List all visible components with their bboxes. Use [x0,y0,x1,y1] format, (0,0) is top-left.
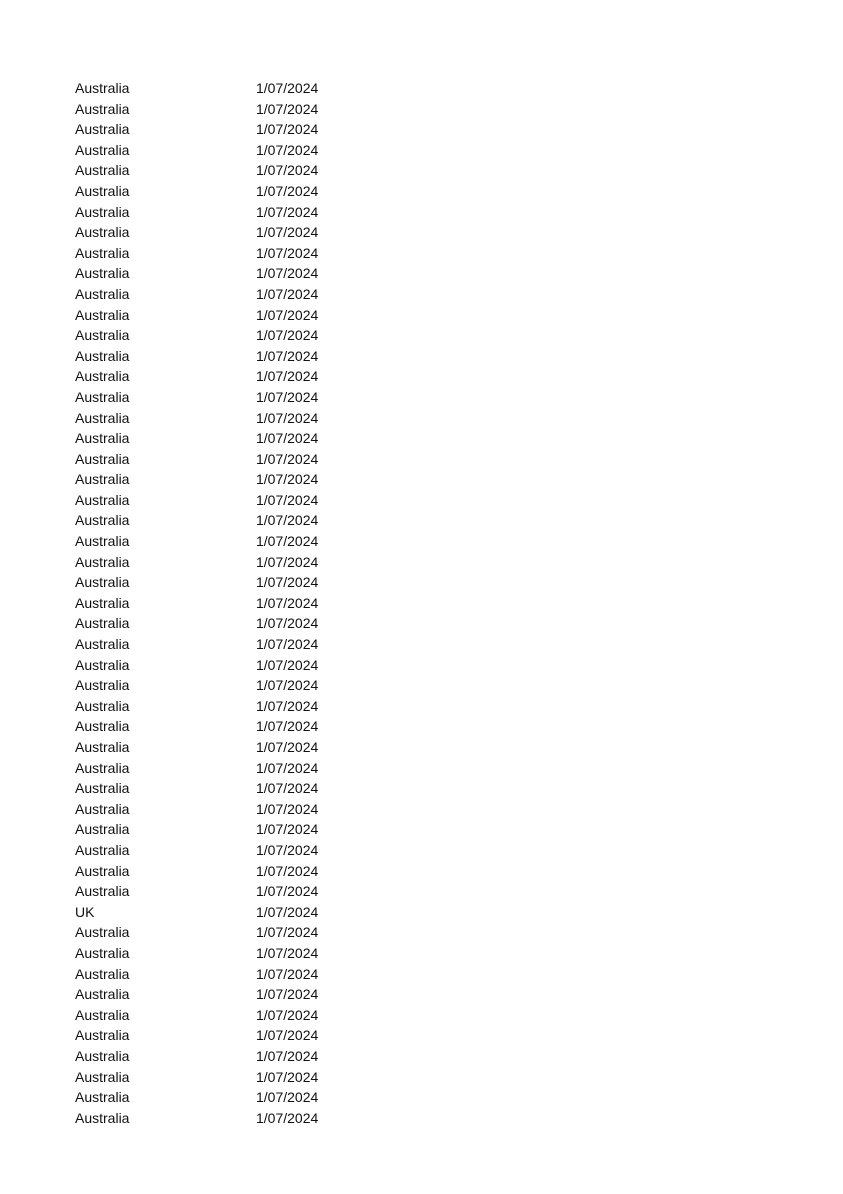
table-row [0,778,843,799]
table-row [0,119,843,140]
country-cell: Australia [75,553,130,570]
date-cell: 1/07/2024 [256,388,319,405]
country-cell: Australia [75,1109,130,1126]
country-cell: Australia [75,615,130,632]
country-cell: Australia [75,80,130,96]
date-cell: 1/07/2024 [256,430,319,447]
date-cell: 1/07/2024 [256,965,319,982]
table-row [0,469,843,490]
country-cell: Australia [75,780,130,797]
country-cell: Australia [75,1047,130,1064]
country-cell: Australia [75,121,130,138]
table-row [0,902,843,923]
country-cell: Australia [75,450,130,467]
country-cell: Australia [75,388,130,405]
country-cell: Australia [75,1089,130,1106]
table-row [0,758,843,779]
country-cell: Australia [75,203,130,220]
date-cell: 1/07/2024 [256,656,319,673]
table-row [0,881,843,902]
table-row [0,305,843,326]
date-cell: 1/07/2024 [256,162,319,179]
spreadsheet-table [0,78,843,1128]
table-row [0,99,843,120]
date-cell: 1/07/2024 [256,574,319,591]
table-row [0,943,843,964]
country-cell: Australia [75,1027,130,1044]
table-row [0,325,843,346]
date-cell: 1/07/2024 [256,368,319,385]
country-cell: Australia [75,862,130,879]
table-row [0,593,843,614]
country-cell: Australia [75,285,130,302]
table-row [0,510,843,531]
date-cell: 1/07/2024 [256,780,319,797]
date-cell: 1/07/2024 [256,594,319,611]
table-row [0,1046,843,1067]
date-cell: 1/07/2024 [256,759,319,776]
date-cell: 1/07/2024 [256,718,319,735]
date-cell: 1/07/2024 [256,265,319,282]
date-cell: 1/07/2024 [256,862,319,879]
country-cell: Australia [75,636,130,653]
table-row [0,613,843,634]
table-row [0,799,843,820]
date-cell: 1/07/2024 [256,80,319,96]
table-row [0,984,843,1005]
country-cell: Australia [75,739,130,755]
country-cell: Australia [75,1006,130,1023]
date-cell: 1/07/2024 [256,450,319,467]
date-cell: 1/07/2024 [256,244,319,261]
date-cell: 1/07/2024 [256,203,319,220]
country-cell: Australia [75,965,130,982]
country-cell: Australia [75,141,130,158]
country-cell: Australia [75,656,130,673]
date-cell: 1/07/2024 [256,1109,319,1126]
table-row [0,922,843,943]
table-row [0,222,843,243]
table-row [0,572,843,593]
country-cell: Australia [75,409,130,426]
country-cell: Australia [75,759,130,776]
date-cell: 1/07/2024 [256,944,319,961]
date-cell: 1/07/2024 [256,491,319,508]
table-row [0,243,843,264]
date-cell: 1/07/2024 [256,615,319,632]
table-row [0,263,843,284]
date-cell: 1/07/2024 [256,841,319,858]
table-row [0,840,843,861]
table-row [0,428,843,449]
table-row [0,284,843,305]
table-row [0,366,843,387]
date-cell: 1/07/2024 [256,409,319,426]
date-cell: 1/07/2024 [256,1089,319,1106]
date-cell: 1/07/2024 [256,285,319,302]
country-cell: Australia [75,182,130,199]
table-row [0,490,843,511]
country-cell: Australia [75,1068,130,1085]
table-row [0,202,843,223]
date-cell: 1/07/2024 [256,986,319,1003]
country-cell: Australia [75,533,130,550]
date-cell: 1/07/2024 [256,327,319,344]
country-cell: Australia [75,574,130,591]
table-row [0,1005,843,1026]
table-row [0,675,843,696]
table-row [0,1025,843,1046]
table-row [0,140,843,161]
table-row [0,449,843,470]
date-cell: 1/07/2024 [256,100,319,117]
table-row [0,1108,843,1129]
country-cell: Australia [75,327,130,344]
table-row [0,160,843,181]
country-cell: Australia [75,697,130,714]
table-row [0,819,843,840]
table-row [0,861,843,882]
table-row [0,387,843,408]
date-cell: 1/07/2024 [256,533,319,550]
table-row [0,655,843,676]
date-cell: 1/07/2024 [256,1047,319,1064]
table-row [0,181,843,202]
country-cell: Australia [75,677,130,694]
date-cell: 1/07/2024 [256,1006,319,1023]
date-cell: 1/07/2024 [256,347,319,364]
country-cell: UK [75,903,95,920]
country-cell: Australia [75,244,130,261]
date-cell: 1/07/2024 [256,677,319,694]
table-row [0,1087,843,1108]
country-cell: Australia [75,883,130,900]
country-cell: Australia [75,821,130,838]
date-cell: 1/07/2024 [256,121,319,138]
table-row [0,531,843,552]
table-row [0,346,843,367]
date-cell: 1/07/2024 [256,1068,319,1085]
date-cell: 1/07/2024 [256,903,319,920]
table-row [0,696,843,717]
date-cell: 1/07/2024 [256,883,319,900]
date-cell: 1/07/2024 [256,739,319,755]
date-cell: 1/07/2024 [256,306,319,323]
table-row [0,634,843,655]
country-cell: Australia [75,306,130,323]
table-row [0,1067,843,1088]
table-row [0,78,843,99]
country-cell: Australia [75,162,130,179]
date-cell: 1/07/2024 [256,697,319,714]
country-cell: Australia [75,512,130,529]
country-cell: Australia [75,368,130,385]
country-cell: Australia [75,800,130,817]
country-cell: Australia [75,924,130,941]
country-cell: Australia [75,718,130,735]
date-cell: 1/07/2024 [256,224,319,241]
date-cell: 1/07/2024 [256,924,319,941]
country-cell: Australia [75,347,130,364]
date-cell: 1/07/2024 [256,800,319,817]
country-cell: Australia [75,594,130,611]
table-row [0,552,843,573]
country-cell: Australia [75,265,130,282]
country-cell: Australia [75,430,130,447]
date-cell: 1/07/2024 [256,512,319,529]
country-cell: Australia [75,224,130,241]
date-cell: 1/07/2024 [256,141,319,158]
country-cell: Australia [75,471,130,488]
country-cell: Australia [75,100,130,117]
date-cell: 1/07/2024 [256,182,319,199]
date-cell: 1/07/2024 [256,821,319,838]
date-cell: 1/07/2024 [256,471,319,488]
date-cell: 1/07/2024 [256,636,319,653]
table-row [0,408,843,429]
country-cell: Australia [75,944,130,961]
table-row [0,716,843,737]
date-cell: 1/07/2024 [256,553,319,570]
country-cell: Australia [75,491,130,508]
country-cell: Australia [75,841,130,858]
table-row [0,737,843,758]
date-cell: 1/07/2024 [256,1027,319,1044]
country-cell: Australia [75,986,130,1003]
table-row [0,964,843,985]
